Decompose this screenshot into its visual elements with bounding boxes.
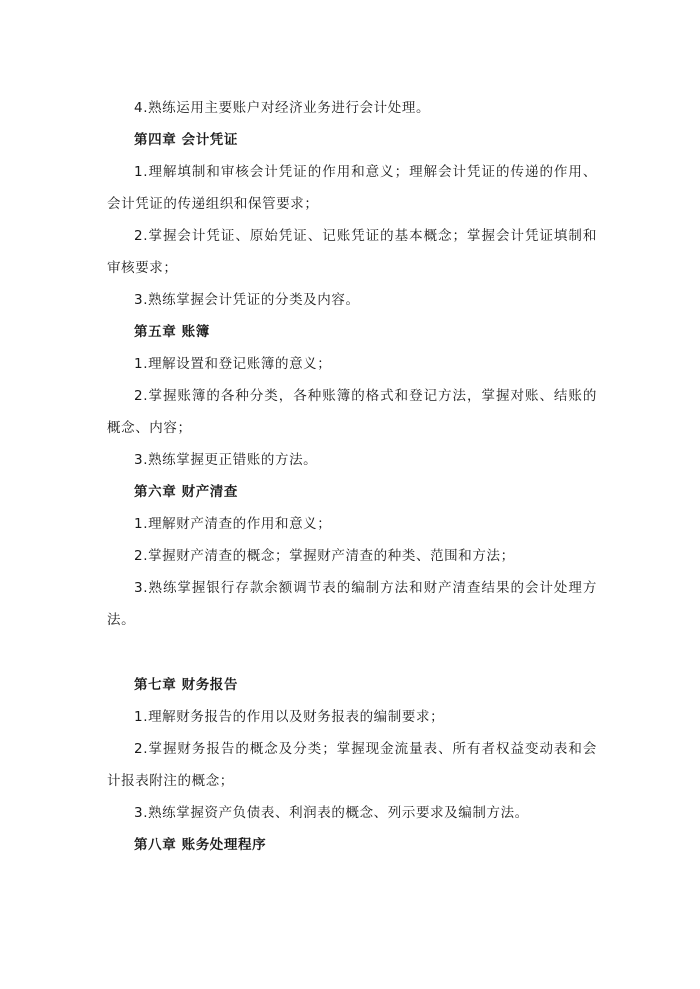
chapter-8-heading: 第八章 账务处理程序 [134,837,267,853]
paragraph-ch4-item2: 2.掌握会计凭证、原始凭证、记账凭证的基本概念；掌握会计凭证填制和审核要求； [107,228,597,276]
paragraph-ch3-item4: 4.熟练运用主要账户对经济业务进行会计处理。 [134,100,431,116]
paragraph-ch4-item3: 3.熟练掌握会计凭证的分类及内容。 [134,292,360,308]
paragraph-ch7-item1: 1.理解财务报告的作用以及财务报表的编制要求； [134,709,445,725]
chapter-4-heading: 第四章 会计凭证 [134,132,238,148]
paragraph-ch4-item1: 1.理解填制和审核会计凭证的作用和意义；理解会计凭证的传递的作用、会计凭证的传递组织和保管要求； [107,164,597,212]
paragraph-ch5-item3: 3.熟练掌握更正错账的方法。 [134,452,318,468]
paragraph-ch7-item2: 2.掌握财务报告的概念及分类；掌握现金流量表、所有者权益变动表和会计报表附注的概念； [107,741,597,789]
paragraph-ch6-item3: 3.熟练掌握银行存款余额调节表的编制方法和财产清查结果的会计处理方法。 [107,580,597,628]
paragraph-ch6-item1: 1.理解财产清查的作用和意义； [134,516,332,532]
chapter-6-heading: 第六章 财产清查 [134,484,238,500]
paragraph-ch5-item2: 2.掌握账簿的各种分类，各种账簿的格式和登记方法，掌握对账、结账的概念、内容； [107,388,597,436]
chapter-7-heading: 第七章 财务报告 [134,677,238,693]
paragraph-ch5-item1: 1.理解设置和登记账簿的意义； [134,356,332,372]
paragraph-ch7-item3: 3.熟练掌握资产负债表、利润表的概念、列示要求及编制方法。 [134,805,529,821]
document-page [107,92,597,861]
blank-spacer [107,636,597,669]
chapter-5-heading: 第五章 账簿 [134,324,210,340]
paragraph-ch6-item2: 2.掌握财产清查的概念；掌握财产清查的种类、范围和方法； [134,548,515,564]
